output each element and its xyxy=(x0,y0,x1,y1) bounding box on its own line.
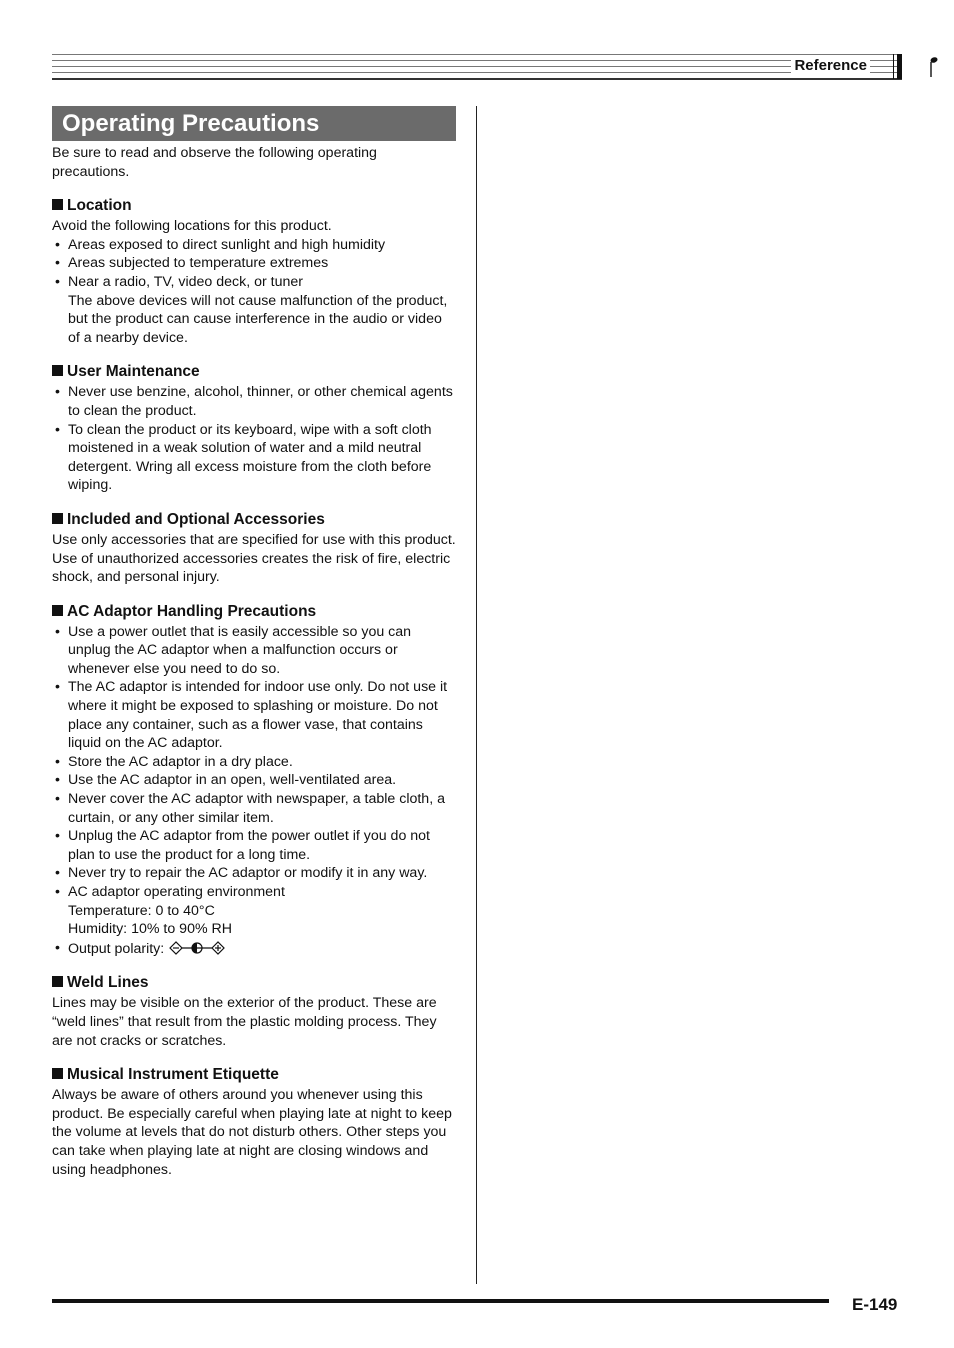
list-item: • Areas exposed to direct sunlight and high humidity xyxy=(52,236,456,255)
list-item: • Areas subjected to temperature extremes xyxy=(52,254,456,273)
section-heading: Location xyxy=(52,196,456,216)
env-temperature: Temperature: 0 to 40°C xyxy=(68,902,215,919)
section-text: Lines may be visible on the exterior of the product. These are “weld lines” that result from the plastic molding process. They are not cracks or scratches. xyxy=(52,995,437,1049)
bullet-list xyxy=(52,383,456,495)
section-location xyxy=(52,196,456,347)
section-heading: AC Adaptor Handling Precautions xyxy=(52,602,456,622)
square-bullet-icon xyxy=(52,513,63,524)
footer-rule xyxy=(52,1299,829,1303)
page-number: E-149 xyxy=(852,1295,898,1314)
section-ac-adaptor xyxy=(52,602,456,959)
square-bullet-icon xyxy=(52,605,63,616)
env-humidity: Humidity: 10% to 90% RH xyxy=(68,921,233,938)
bullet-note: The above devices will not cause malfunction of the product, but the product can cause interference in the audio or video of a nearby device. xyxy=(68,292,448,346)
header-staff-lines xyxy=(52,54,902,80)
square-bullet-icon xyxy=(52,976,63,987)
list-item: • Never try to repair the AC adaptor or modify it in any way. xyxy=(52,864,456,883)
section-heading: User Maintenance xyxy=(52,362,456,382)
section-text: Always be aware of others around you whenever using this product. Be especially careful when playing late at night to keep the volume at levels that do not disturb others. Other steps you can take when playing late at night are closing windows and using headphones. xyxy=(52,1087,452,1178)
bullet-list xyxy=(52,623,456,959)
list-item: • Unplug the AC adaptor from the power outlet if you do not plan to use the product for a long time. xyxy=(52,827,456,864)
list-item: • Output polarity: xyxy=(52,939,456,959)
column-divider xyxy=(476,106,477,1284)
section-weld-lines xyxy=(52,973,456,1050)
square-bullet-icon xyxy=(52,365,63,376)
section-user-maintenance xyxy=(52,362,456,495)
section-text: Avoid the following locations for this product. xyxy=(52,218,332,235)
section-heading: Weld Lines xyxy=(52,973,456,993)
list-item: • Use a power outlet that is easily accessible so you can unplug the AC adaptor when a malfunction occurs or whenever else you need to do so. xyxy=(52,623,456,679)
section-accessories xyxy=(52,510,456,587)
list-item: • To clean the product or its keyboard, wipe with a soft cloth moistened in a weak solution of water and a mild neutral detergent. Wring all excess moisture from the cloth before wiping. xyxy=(52,421,456,495)
list-item: • Never cover the AC adaptor with newspaper, a table cloth, a curtain, or any other similar item. xyxy=(52,790,456,827)
section-etiquette xyxy=(52,1065,456,1179)
section-text: Use only accessories that are specified for use with this product. Use of unauthorized accessories creates the risk of fire, electric shock, and personal injury. xyxy=(52,531,456,586)
bullet-list xyxy=(52,236,456,348)
polarity-symbol-icon xyxy=(168,939,226,957)
intro-text: Be sure to read and observe the following operating precautions. xyxy=(52,145,377,180)
header-section-label: Reference xyxy=(791,57,870,75)
list-item: • Store the AC adaptor in a dry place. xyxy=(52,753,456,772)
main-column xyxy=(52,144,456,1179)
list-item: • AC adaptor operating environment Temperature: 0 to 40°C Humidity: 10% to 90% RH xyxy=(52,883,456,939)
page-title: Operating Precautions xyxy=(52,106,456,141)
list-item: • Never use benzine, alcohol, thinner, or other chemical agents to clean the product. xyxy=(52,383,456,420)
square-bullet-icon xyxy=(52,199,63,210)
list-item: • Near a radio, TV, video deck, or tuner The above devices will not cause malfunction of the product, but the product can cause interference in the audio or video of a nearby device. xyxy=(52,273,456,347)
section-heading: Included and Optional Accessories xyxy=(52,510,456,530)
music-note-icon xyxy=(927,56,941,78)
list-item: • Use the AC adaptor in an open, well-ventilated area. xyxy=(52,771,456,790)
square-bullet-icon xyxy=(52,1068,63,1079)
list-item: • The AC adaptor is intended for indoor use only. Do not use it where it might be exposed to splashing or moisture. Do not place any container, such as a flower vase, that contains liquid on the AC adaptor. xyxy=(52,678,456,752)
section-heading: Musical Instrument Etiquette xyxy=(52,1065,456,1085)
